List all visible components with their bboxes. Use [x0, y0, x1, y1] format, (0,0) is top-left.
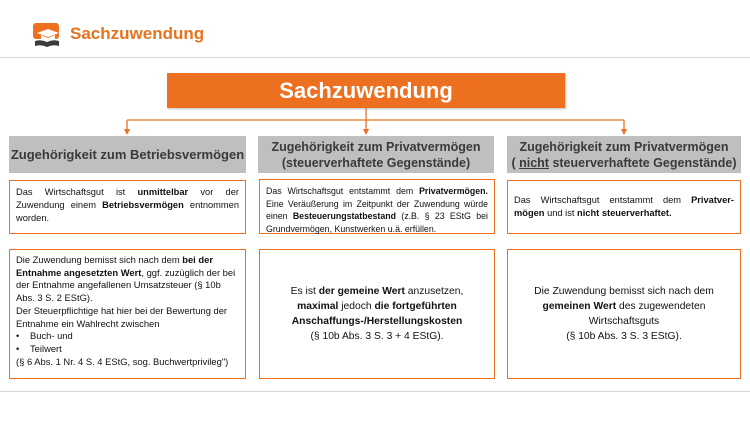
- box-privatvermoegen-herkunft: Das Wirtschaftsgut entstammt dem Privatvermögen. Eine Veräußerung im Zeitpunkt der Zuwendung würde einen Besteuerungstatbestand (z.B. § 23 EStG bei Grundvermögen, Kunstwerken u.ä. erfüllen.: [259, 179, 495, 234]
- box-nicht-steuerverhaftet-herkunft: Das Wirtschaftsgut entstammt dem Privatver-mögen und ist nicht steuerverhaftet.: [507, 180, 741, 234]
- column-heading-line: Zugehörigkeit zum Betriebsvermögen: [10, 146, 245, 162]
- box-betriebsvermoegen-herkunft: Das Wirtschaftsgut ist unmittelbar vor der Zuwendung einem Betriebsvermögen entnommen worden.: [9, 180, 246, 234]
- footer-divider: [0, 391, 750, 392]
- page-header: [0, 0, 750, 56]
- column-heading-line: Zugehörigkeit zum Privatvermögen: [519, 139, 729, 154]
- column-heading-line: (steuerverhaftete Gegenstände): [281, 155, 471, 170]
- list-item: • Buch- und: [16, 330, 73, 342]
- header-title: Sachzuwendung: [70, 24, 205, 43]
- box-betriebsvermoegen-bewertung: Die Zuwendung bemisst sich nach dem bei der Entnahme angesetzten Wert, ggf. zuzüglich der bei der Entnahme angefallenen Umsatzsteuer (§ 10b Abs. 3 S. 2 EStG). Der Steuerpflichtige hat hier bei der Bewertung der Entnahme ein Wahlrecht zwischen • Buch- und • Teilwert (§ 6 Abs. 1 Nr. 4 S. 4 EStG, sog. Buchwertprivileg"): [9, 249, 246, 379]
- column-heading-line: ( nicht steuerverhaftete Gegenstände): [511, 155, 737, 170]
- list-item: • Teilwert: [16, 342, 62, 354]
- box-privatvermoegen-bewertung: Es ist der gemeine Wert anzusetzen, maximal jedoch die fortgeführten Anschaffungs-/Herstellungskosten (§ 10b Abs. 3 S. 3 + 4 EStG).: [259, 249, 495, 379]
- column-heading-privatvermoegen-nicht-steuerverhaftet: [507, 136, 741, 173]
- graduation-cap-book-icon: [31, 21, 63, 49]
- header-divider: [0, 57, 750, 58]
- diagram-main-title: Sachzuwendung: [167, 73, 565, 108]
- column-heading-line: Zugehörigkeit zum Privatvermögen: [271, 139, 481, 154]
- column-heading-privatvermoegen-steuerverhaftet: [258, 136, 494, 173]
- box-nicht-steuerverhaftet-bewertung: Die Zuwendung bemisst sich nach dem gemeinen Wert des zugewendeten Wirtschaftsguts (§ 10b Abs. 3 S. 3 EStG).: [507, 249, 741, 379]
- column-heading-betriebsvermoegen: [9, 136, 246, 173]
